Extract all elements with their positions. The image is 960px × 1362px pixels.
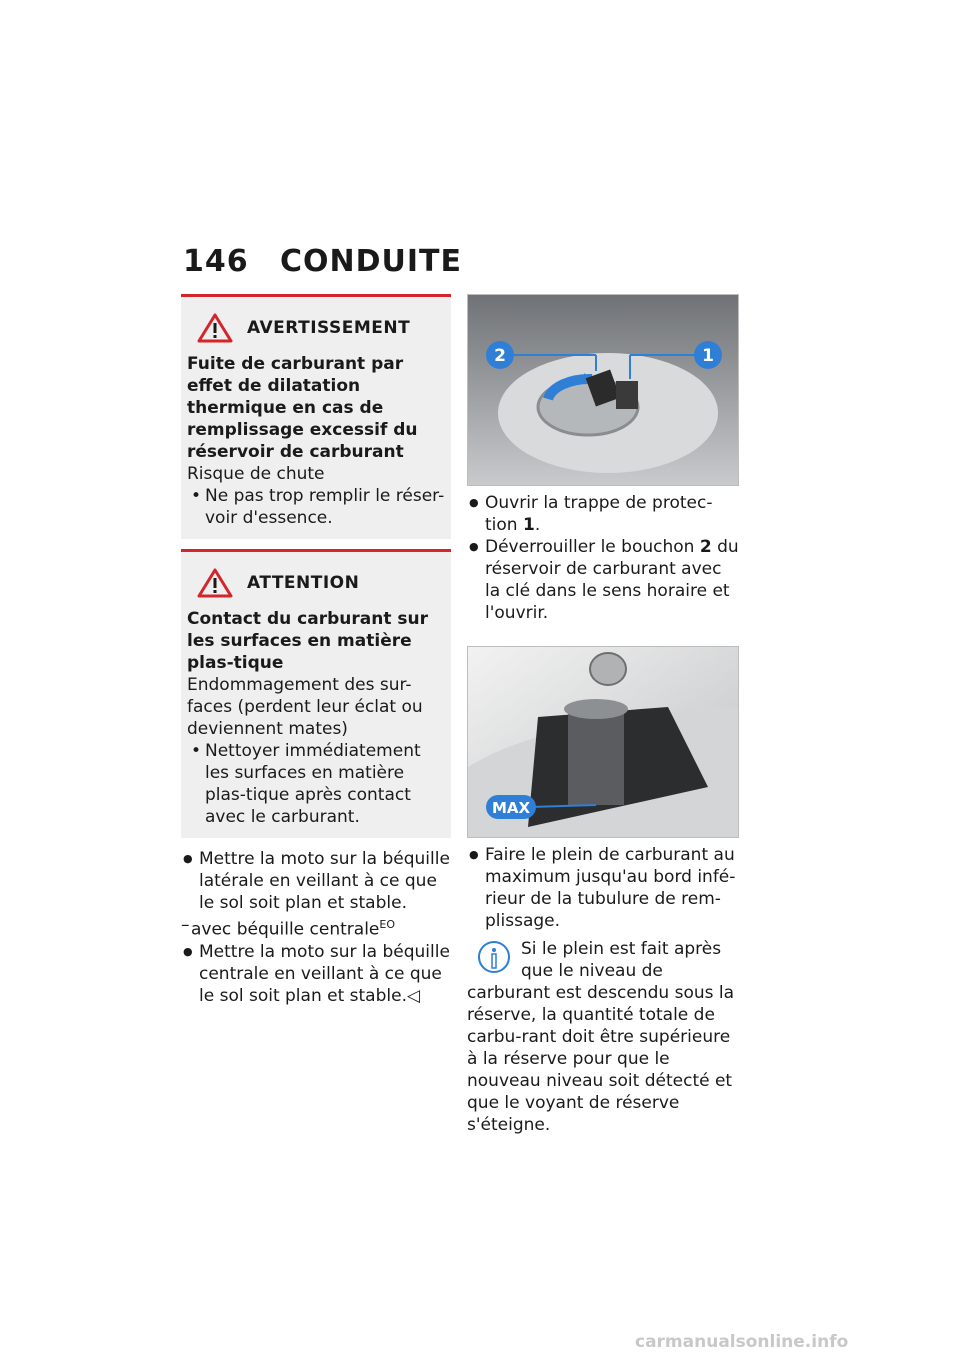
fuel-cap-illustration (468, 295, 739, 486)
warning-head (187, 313, 445, 343)
section-title: CONDUITE (280, 244, 463, 279)
attention-title: Contact du carburant sur les surfaces en matière plas-tique (187, 609, 428, 673)
info-note-text: Si le plein est fait après que le niveau de carburant est descendu sous la réserve, la quantité totale de carbu-rant doit être supérieure à la réserve pour que le nouveau niveau soit détecté et que le voyant de réserve s'éteigne. (467, 939, 735, 1135)
step-unlock-post: du réservoir de carburant avec la clé dans le sens horaire et l'ouvrir. (485, 537, 739, 623)
left-column (181, 294, 451, 1007)
page-header (183, 244, 462, 279)
figure-fuel-cap (467, 294, 739, 486)
option-sup: EO (379, 918, 395, 931)
step-unlock-cap (467, 536, 739, 624)
step-fill-up: ● Faire le plein de carburant au maximum jusqu'au bord infé-rieur de la tubulure de rem-plissage. (467, 844, 739, 932)
attention-action: • Nettoyer immédiatement les surfaces en matière plas-tique après contact avec le carburant. (187, 740, 445, 828)
info-icon (477, 940, 511, 978)
step-open-flap-ref: 1 (522, 515, 535, 535)
warning-consequence: Risque de chute (187, 464, 325, 484)
step-unlock-ref: 2 (699, 537, 712, 557)
step-side-stand: ● Mettre la moto sur la béquille latérale en veillant à ce que le sol soit plan et stable. (181, 848, 451, 914)
step-unlock-pre: Déverrouiller le bouchon (485, 537, 695, 557)
figure-filler-neck (467, 646, 739, 838)
step-center-stand (181, 941, 451, 1007)
right-column (467, 294, 739, 1136)
attention-box (181, 549, 451, 838)
step-open-flap-end: . (534, 515, 541, 535)
callout-2-label: 2 (494, 346, 506, 366)
filler-neck-illustration (468, 647, 739, 838)
step-center-stand-text: Mettre la moto sur la béquille centrale en veillant à ce que le sol soit plan et stable. (199, 941, 450, 1006)
attention-label: ATTENTION (247, 573, 360, 593)
step-open-flap (467, 492, 739, 536)
attention-head (187, 568, 445, 598)
info-note (467, 938, 739, 1136)
warning-triangle-icon (197, 313, 233, 343)
callout-1-label: 1 (702, 346, 714, 366)
end-mark: ◁ (406, 985, 421, 1006)
warning-label: AVERTISSEMENT (247, 318, 411, 338)
warning-action: • Ne pas trop remplir le réser-voir d'essence. (187, 485, 445, 529)
option-text: avec béquille centrale (191, 919, 380, 940)
callout-max-label: MAX (491, 799, 531, 817)
warning-box (181, 294, 451, 539)
warning-title: Fuite de carburant par effet de dilatation thermique en cas de remplissage excessif du réservoir de carburant (187, 354, 418, 462)
option-center-stand (181, 914, 451, 941)
watermark: carmanualsonline.info (635, 1332, 849, 1352)
attention-consequence: Endommagement des sur-faces (perdent leur éclat ou deviennent mates) (187, 675, 423, 739)
attention-triangle-icon (197, 568, 233, 598)
page-number: 146 (183, 244, 249, 279)
step-open-flap-text: Ouvrir la trappe de protec-tion (485, 493, 713, 535)
